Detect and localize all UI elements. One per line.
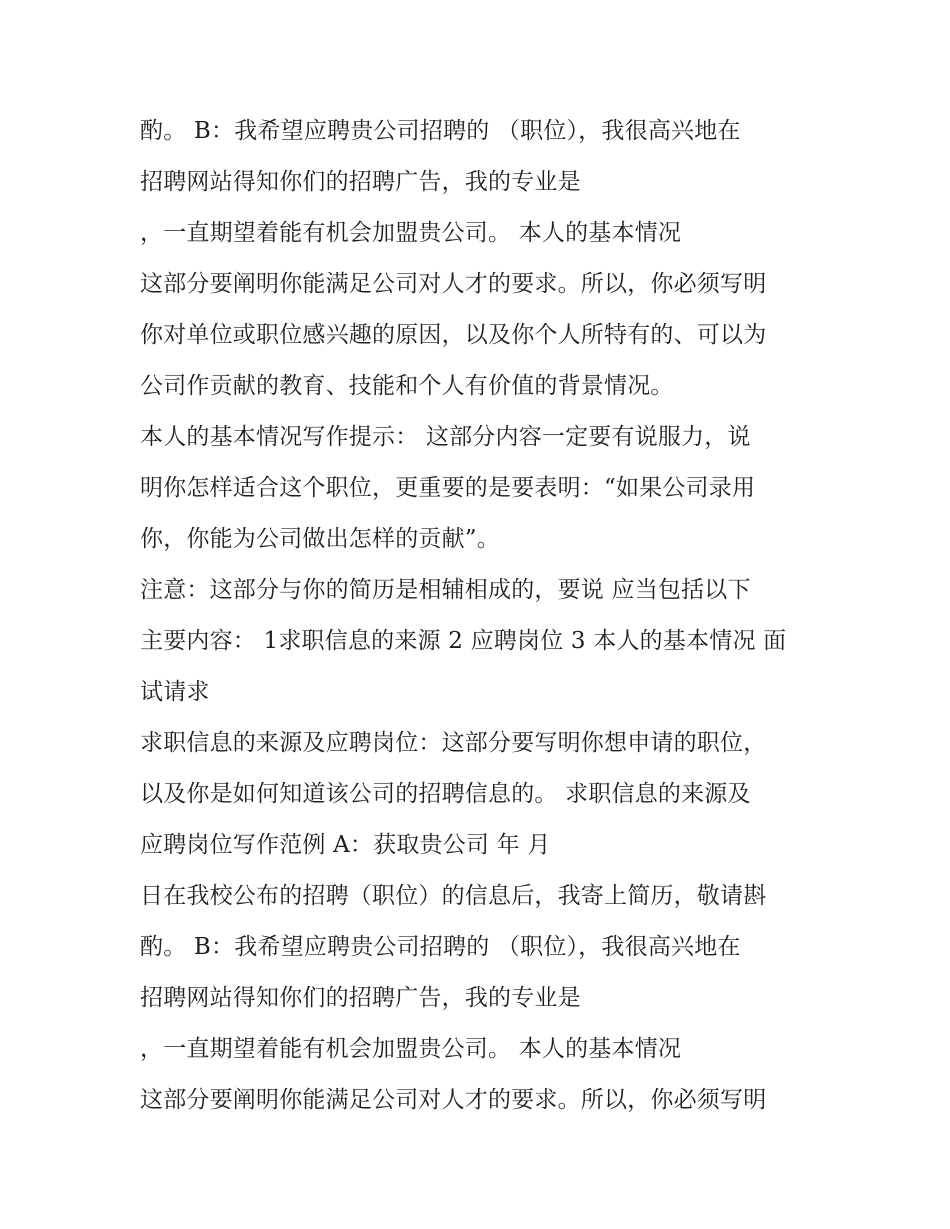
text-line: 注意：这部分与你的简历是相辅相成的，要说 应当包括以下	[140, 577, 751, 603]
text-line: 日在我校公布的招聘（职位）的信息后，我寄上简历，敬请斟	[140, 883, 767, 909]
text-line: 你对单位或职位感兴趣的原因，以及你个人所特有的、可以为	[140, 322, 767, 348]
text-line: 本人的基本情况写作提示： 这部分内容一定要有说服力，说	[140, 424, 751, 450]
text-line: 以及你是如何知道该公司的招聘信息的。 求职信息的来源及	[140, 781, 751, 807]
text-line: 明你怎样适合这个职位，更重要的是要表明：“如果公司录用	[140, 475, 756, 501]
document-body	[140, 110, 830, 1130]
text-line: 主要内容： 1求职信息的来源 2 应聘岗位 3 本人的基本情况 面	[140, 628, 787, 654]
text-line: 公司作贡献的教育、技能和个人有价值的背景情况。	[140, 373, 674, 399]
text-line: 这部分要阐明你能满足公司对人才的要求。所以，你必须写明	[140, 271, 767, 297]
text-line: 你，你能为公司做出怎样的贡献”。	[140, 526, 500, 552]
text-line: 这部分要阐明你能满足公司对人才的要求。所以，你必须写明	[140, 1087, 767, 1113]
text-line: 试请求	[140, 679, 210, 705]
text-line: 求职信息的来源及应聘岗位：这部分要写明你想申请的职位，	[140, 730, 767, 756]
text-line: 招聘网站得知你们的招聘广告，我的专业是	[140, 169, 581, 195]
text-line: 酌。 B：我希望应聘贵公司招聘的 （职位），我很高兴地在	[140, 118, 741, 144]
text-line: ，一直期望着能有机会加盟贵公司。 本人的基本情况	[140, 1036, 682, 1062]
text-line: 酌。 B：我希望应聘贵公司招聘的 （职位），我很高兴地在	[140, 934, 741, 960]
text-line: 应聘岗位写作范例 A：获取贵公司 年 月	[140, 832, 551, 858]
text-line: ，一直期望着能有机会加盟贵公司。 本人的基本情况	[140, 220, 682, 246]
text-line: 招聘网站得知你们的招聘广告，我的专业是	[140, 985, 581, 1011]
